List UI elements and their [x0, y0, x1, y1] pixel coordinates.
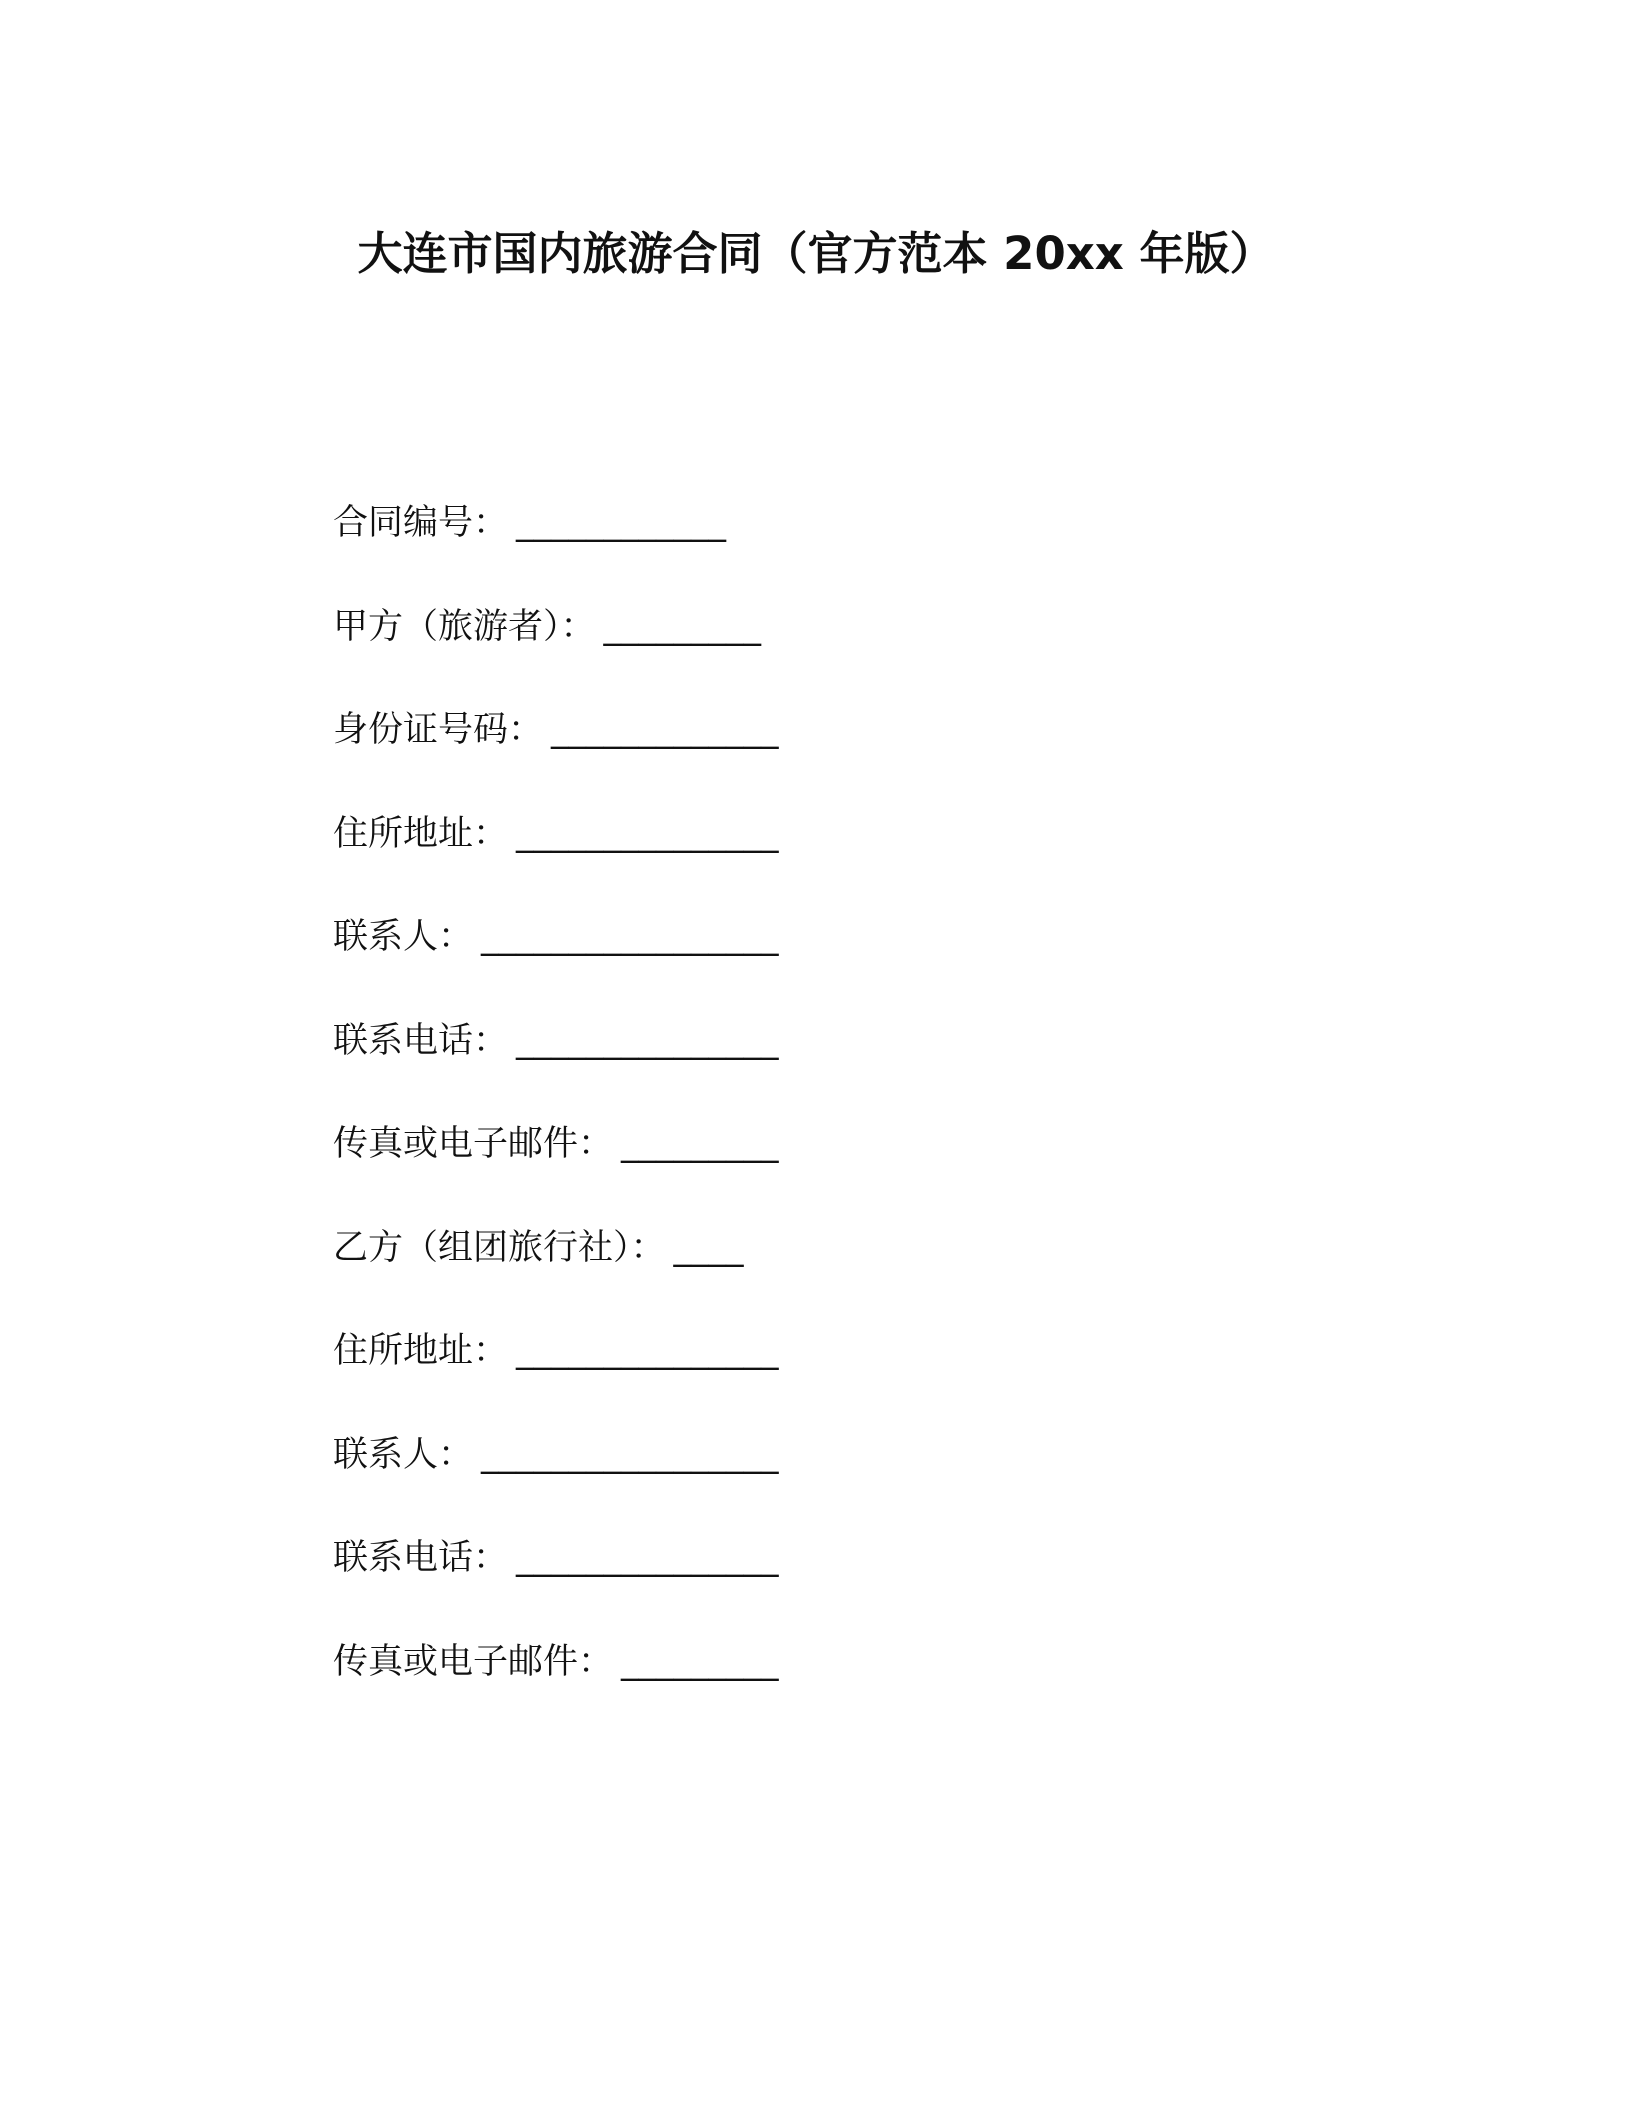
field-blank-line: _________________: [481, 1434, 779, 1475]
field-contract-number: [333, 498, 1333, 602]
field-party-a: [333, 602, 1333, 706]
field-party-a-address: [333, 809, 1333, 913]
field-blank-line: _______________: [516, 813, 779, 854]
field-label: 联系电话：: [333, 1020, 509, 1061]
field-blank-line: _________: [621, 1124, 779, 1164]
field-blank-line: _________________: [481, 917, 779, 957]
field-blank-line: ____: [673, 1227, 744, 1268]
field-party-b-phone: [333, 1533, 1333, 1637]
field-label: 甲方（旅游者）：: [333, 606, 596, 647]
field-label: 联系人：: [333, 1434, 474, 1475]
field-id-number: [333, 705, 1333, 809]
field-blank-line: _______________: [516, 1538, 779, 1578]
field-label: 传真或电子邮件：: [333, 1641, 614, 1682]
field-label: 身份证号码：: [333, 710, 544, 750]
field-party-a-phone: [333, 1016, 1333, 1120]
field-party-a-fax-email: [333, 1119, 1333, 1223]
contract-fields: [333, 498, 1333, 1740]
field-party-b-contact: [333, 1430, 1333, 1534]
field-blank-line: _______________: [516, 1331, 779, 1371]
field-label: 合同编号：: [333, 503, 509, 543]
field-label: 住所地址：: [333, 1331, 509, 1371]
field-label: 乙方（组团旅行社）：: [333, 1227, 666, 1268]
field-party-b: [333, 1223, 1333, 1327]
field-party-b-address: [333, 1326, 1333, 1430]
field-label: 联系电话：: [333, 1538, 509, 1578]
field-blank-line: ____________: [516, 503, 727, 543]
field-label: 住所地址：: [333, 813, 509, 854]
field-blank-line: _____________: [551, 710, 779, 750]
field-blank-line: _________: [621, 1641, 779, 1682]
field-blank-line: _________: [603, 606, 762, 647]
field-label: 传真或电子邮件：: [333, 1124, 614, 1164]
document-title: 大连市国内旅游合同（官方范本 20xx 年版）: [357, 227, 1275, 280]
field-party-b-fax-email: [333, 1637, 1333, 1741]
field-label: 联系人：: [333, 917, 474, 957]
field-party-a-contact: [333, 912, 1333, 1016]
field-blank-line: _______________: [516, 1020, 779, 1061]
